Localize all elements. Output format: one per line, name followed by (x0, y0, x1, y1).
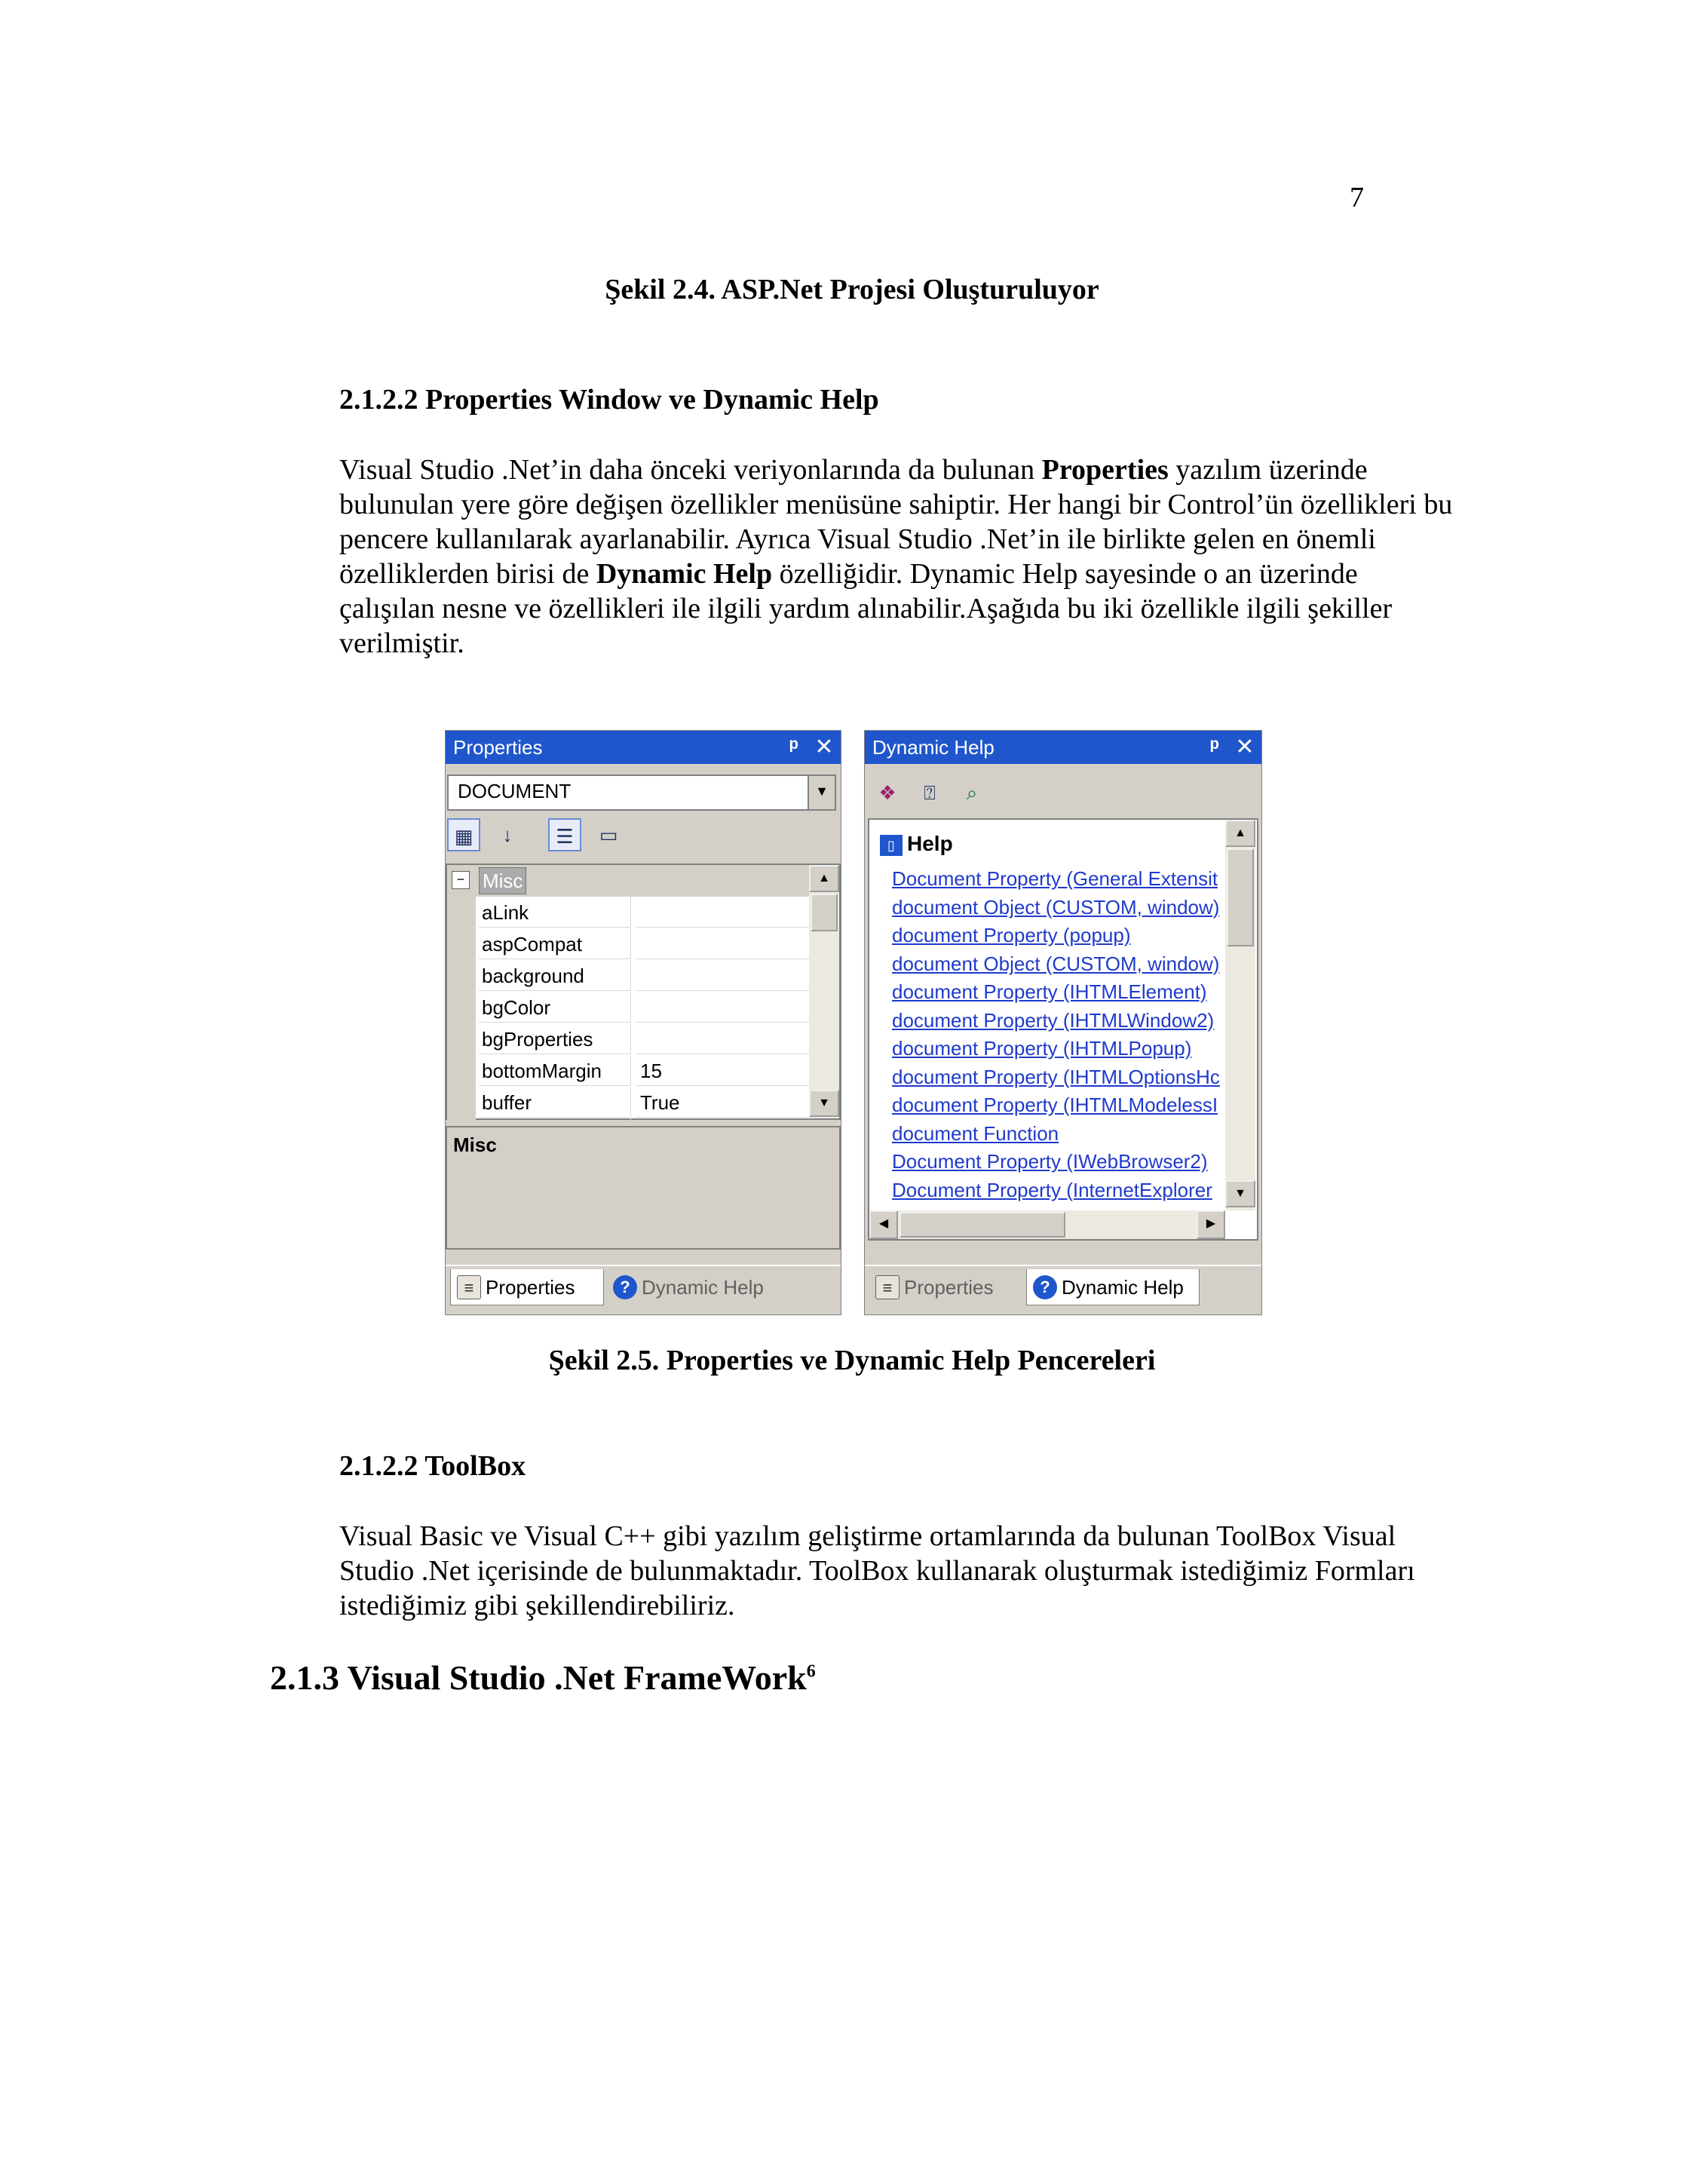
help-link[interactable]: document Property (IHTMLElement) (892, 980, 1207, 1003)
properties-tab-icon: ≡ (457, 1275, 481, 1299)
row-gutter (447, 1023, 476, 1055)
properties-tab-icon: ≡ (875, 1275, 900, 1299)
property-row[interactable] (447, 1055, 809, 1087)
help-link[interactable]: document Function (892, 1121, 1059, 1145)
pin-icon[interactable]: ᵖ (1210, 735, 1219, 759)
dynamic-help-window (864, 730, 1262, 1315)
tab-dynamic-help[interactable]: ? Dynamic Help (1026, 1269, 1200, 1305)
tab-properties[interactable]: ≡ Properties (869, 1269, 1023, 1305)
property-value[interactable]: True (636, 1087, 809, 1118)
object-selector[interactable] (447, 775, 836, 811)
property-name: bottomMargin (479, 1055, 631, 1086)
help-link[interactable]: Document Property (InternetExplorer (892, 1178, 1212, 1201)
property-name: aLink (479, 897, 631, 928)
properties-titlebar (446, 731, 841, 764)
property-name: bgColor (479, 992, 631, 1023)
row-gutter (447, 960, 476, 992)
property-value[interactable] (636, 992, 809, 1023)
category-row-misc[interactable] (447, 865, 809, 897)
help-link[interactable]: Document Property (General Extensit (892, 867, 1218, 890)
pin-icon[interactable]: ᵖ (789, 735, 798, 759)
help-link[interactable]: document Property (IHTMLOptionsHc (892, 1065, 1220, 1088)
help-horizontal-scrollbar[interactable] (869, 1210, 1225, 1239)
dynamic-help-window-tabs (865, 1265, 1261, 1314)
property-row[interactable] (447, 928, 809, 960)
property-value[interactable] (636, 1023, 809, 1054)
property-name: aspCompat (479, 928, 631, 959)
help-section-heading: ▯ Help (880, 832, 953, 856)
help-link[interactable]: document Property (popup) (892, 924, 1131, 946)
scroll-up-icon[interactable]: ▲ (809, 865, 839, 892)
properties-window-tabs (446, 1265, 841, 1314)
figure-2-5-caption: Şekil 2.5. Properties ve Dynamic Help Pencereleri (548, 1345, 1156, 1376)
book-icon: ▯ (880, 835, 903, 856)
property-row[interactable] (447, 897, 809, 928)
toolbox-section-paragraph: Visual Basic ve Visual C++ gibi yazılım geliştirme ortamlarında da bulunan ToolBox Visual Studio .Net içerisinde de bulunmaktadır. ToolBox kullanarak oluşturmak istediğimiz Formları istediğimiz gibi şekillendirebiliriz. (339, 1520, 1415, 1621)
property-name: buffer (479, 1087, 631, 1118)
property-value[interactable] (636, 897, 809, 928)
tab-dynamic-help[interactable]: ? Dynamic Help (607, 1269, 780, 1305)
help-icon: ? (613, 1275, 637, 1299)
property-name: background (479, 960, 631, 991)
row-gutter (447, 928, 476, 960)
help-link[interactable]: document Property (IHTMLModelessI (892, 1094, 1218, 1116)
help-link[interactable]: document Property (IHTMLPopup) (892, 1037, 1192, 1060)
help-links-pane (868, 818, 1258, 1241)
property-row[interactable] (447, 1023, 809, 1055)
property-row[interactable] (447, 960, 809, 992)
help-link[interactable]: document Property (IHTMLWindow2) (892, 1008, 1215, 1032)
categorized-icon[interactable]: ▦ (447, 818, 480, 851)
tab-properties[interactable]: ≡ Properties (450, 1269, 604, 1305)
footnote-reference[interactable]: 6 (806, 1661, 816, 1682)
property-value[interactable] (636, 960, 809, 991)
scroll-left-icon[interactable]: ◀ (869, 1210, 898, 1239)
property-value[interactable]: 15 (636, 1055, 809, 1086)
scroll-thumb[interactable] (811, 894, 838, 931)
scroll-thumb[interactable] (900, 1212, 1065, 1238)
row-gutter (447, 1087, 476, 1118)
search-icon[interactable]: ⌕ (966, 781, 978, 804)
properties-section-heading: 2.1.2.2 Properties Window ve Dynamic Help (339, 384, 879, 416)
properties-window (445, 730, 841, 1315)
contents-icon[interactable]: ❖ (878, 781, 896, 804)
property-value[interactable] (636, 928, 809, 959)
description-title: Misc (453, 1133, 497, 1156)
help-link[interactable]: Document Property (IWebBrowser2) (892, 1150, 1208, 1173)
properties-section-paragraph: Visual Studio .Net’in daha önceki veriyonlarında da bulunan Properties yazılım üzerinde bulunulan yere göre değişen özellikler menüsüne sahiptir. Her hangi bir Control’ün özellikleri bu pencere kullanılarak ayarlanabilir. Ayrıca Visual Studio .Net’in ile birlikte gelen en önemli özelliklerden birisi de Dynamic Help özelliğidir. Dynamic Help sayesinde o an üzerinde çalışılan nesne ve özellikleri ile ilgili yardım alınabilir.Aşağıda bu iki özellikle ilgili şekiller verilmiştir. (339, 454, 1453, 659)
framework-section-heading: 2.1.3 Visual Studio .Net FrameWork$^6$ (270, 1658, 816, 1697)
description-pane (446, 1126, 841, 1250)
scroll-down-icon[interactable]: ▼ (809, 1090, 839, 1117)
help-index-icon[interactable]: ⍰ (924, 781, 936, 804)
category-label: Misc (479, 867, 526, 894)
scroll-thumb[interactable] (1227, 848, 1254, 946)
help-icon: ? (1033, 1275, 1057, 1299)
object-selector-value: DOCUMENT (458, 780, 572, 802)
help-link[interactable]: document Object (CUSTOM, window) (892, 952, 1220, 975)
close-icon[interactable]: ✕ (1235, 735, 1255, 759)
collapse-icon[interactable]: − (452, 871, 470, 889)
property-grid (446, 863, 841, 1120)
property-row[interactable] (447, 1087, 809, 1118)
property-name: bgProperties (479, 1023, 631, 1054)
dynamic-help-titlebar (865, 731, 1261, 764)
toolbox-section-heading: 2.1.2.2 ToolBox (339, 1450, 526, 1482)
figure-2-4-caption: Şekil 2.4. ASP.Net Projesi Oluşturuluyor (605, 274, 1099, 305)
page-number: 7 (1350, 182, 1364, 213)
chevron-down-icon[interactable]: ▼ (808, 776, 835, 809)
scroll-up-icon[interactable]: ▲ (1225, 820, 1255, 847)
property-row[interactable] (447, 992, 809, 1023)
scroll-right-icon[interactable]: ▶ (1197, 1210, 1225, 1239)
properties-title: Properties (453, 736, 543, 759)
property-grid-scrollbar[interactable] (809, 865, 839, 1118)
row-gutter (447, 992, 476, 1023)
property-pages-icon[interactable]: ▭ (599, 824, 618, 846)
close-icon[interactable]: ✕ (814, 735, 834, 759)
dynamic-help-title: Dynamic Help (872, 736, 995, 759)
help-link[interactable]: document Object (CUSTOM, window) (892, 895, 1220, 919)
row-gutter (447, 897, 476, 928)
row-gutter (447, 1055, 476, 1087)
alphabetical-sort-icon[interactable]: ↓ (502, 824, 513, 846)
scroll-down-icon[interactable]: ▼ (1225, 1180, 1255, 1207)
properties-list-icon[interactable]: ☰ (548, 818, 581, 851)
help-vertical-scrollbar[interactable] (1225, 820, 1255, 1210)
